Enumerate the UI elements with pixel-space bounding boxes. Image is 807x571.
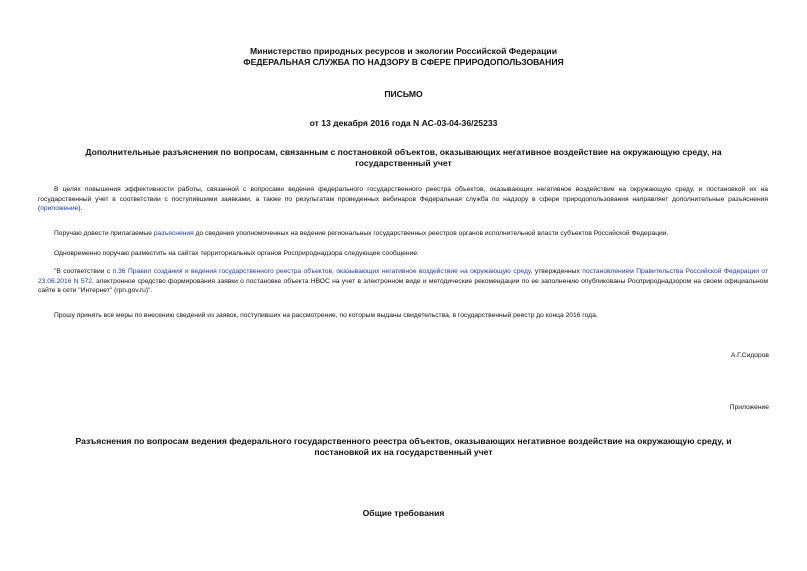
appendix-title: Разъяснения по вопросам ведения федерального государственного реестра объектов, оказывающих негативное воздействие на окружающую среду, и постановкой их на государственный учет [75, 436, 732, 457]
doc-date-number: от 13 декабря 2016 года N АС-03-04-36/25233 [309, 118, 498, 128]
p4-text: "В соответствии с [54, 268, 113, 275]
resolution-link[interactable]: постановлением Правительства Российской Федерации от 23.06.2016 N 572 [38, 268, 768, 285]
appendix-label: Приложение [729, 404, 769, 411]
p1-text: В целях повышения эффективности работы, связанной с вопросами ведения федерального государственного реестра объектов, оказывающих негативное воздействие на окружающую среду, и постановкой их на государственный учет в соответствии с поступившими заявками, а также по результатам проведенных вебинаров Федеральная служба по надзору в сфере природопользования направляет дополнительные разъяснения ( [38, 186, 768, 213]
p4-text-end: , электронное средство формирования заявки о постановке объекта НВОС на учет в электронном виде и методические рекомендации по ее заполнению опубликованы Росприроднадзором на своем официальном сайте в сети "Интернет" (rpn.gov.ru)". [38, 277, 768, 295]
paragraph-1 [38, 185, 768, 214]
rules-link[interactable]: п.36 Правил создания и ведения государственного реестра объектов, оказывающих негативное воздействие на окружающую среду [112, 268, 531, 275]
p5-text: Прошу принять все меры по внесению сведений из заявок, поступивших на рассмотрение, по которым выданы свидетельства, в государственный реестр до конца 2016 года. [54, 312, 598, 319]
signature: А.Г.Сидоров [730, 352, 769, 359]
service-name: ФЕДЕРАЛЬНАЯ СЛУЖБА ПО НАДЗОРУ В СФЕРЕ ПРИРОДОПОЛЬЗОВАНИЯ [243, 57, 564, 67]
paragraph-4 [38, 267, 768, 296]
ministry-name: Министерство природных ресурсов и экологии Российской Федерации [250, 46, 557, 56]
paragraph-2 [38, 229, 768, 239]
doc-type: ПИСЬМО [384, 89, 423, 99]
p3-text: Одновременно поручаю разместить на сайтах территориальных органов Росприроднадзора следующее сообщение: [54, 250, 419, 257]
clarifications-link[interactable]: разъяснения [153, 230, 194, 237]
appendix-link[interactable]: приложение [40, 205, 79, 213]
p1-text-end: ). [78, 205, 83, 213]
p2-text-end: до сведения уполномоченных на ведение региональных государственных реестров органов исполнительной власти субъектов Российской Федерации. [193, 230, 669, 237]
doc-title: Дополнительные разъяснения по вопросам, связанным с постановкой объектов, оказывающих негативное воздействие на окружающую среду, на государственный учет [85, 147, 722, 168]
p4-text-mid: , утвержденных [530, 268, 583, 275]
paragraph-3 [38, 249, 768, 259]
paragraph-5 [38, 311, 768, 321]
p2-text: Поручаю довести прилагаемые [54, 230, 154, 237]
section-heading: Общие требования [362, 508, 445, 518]
